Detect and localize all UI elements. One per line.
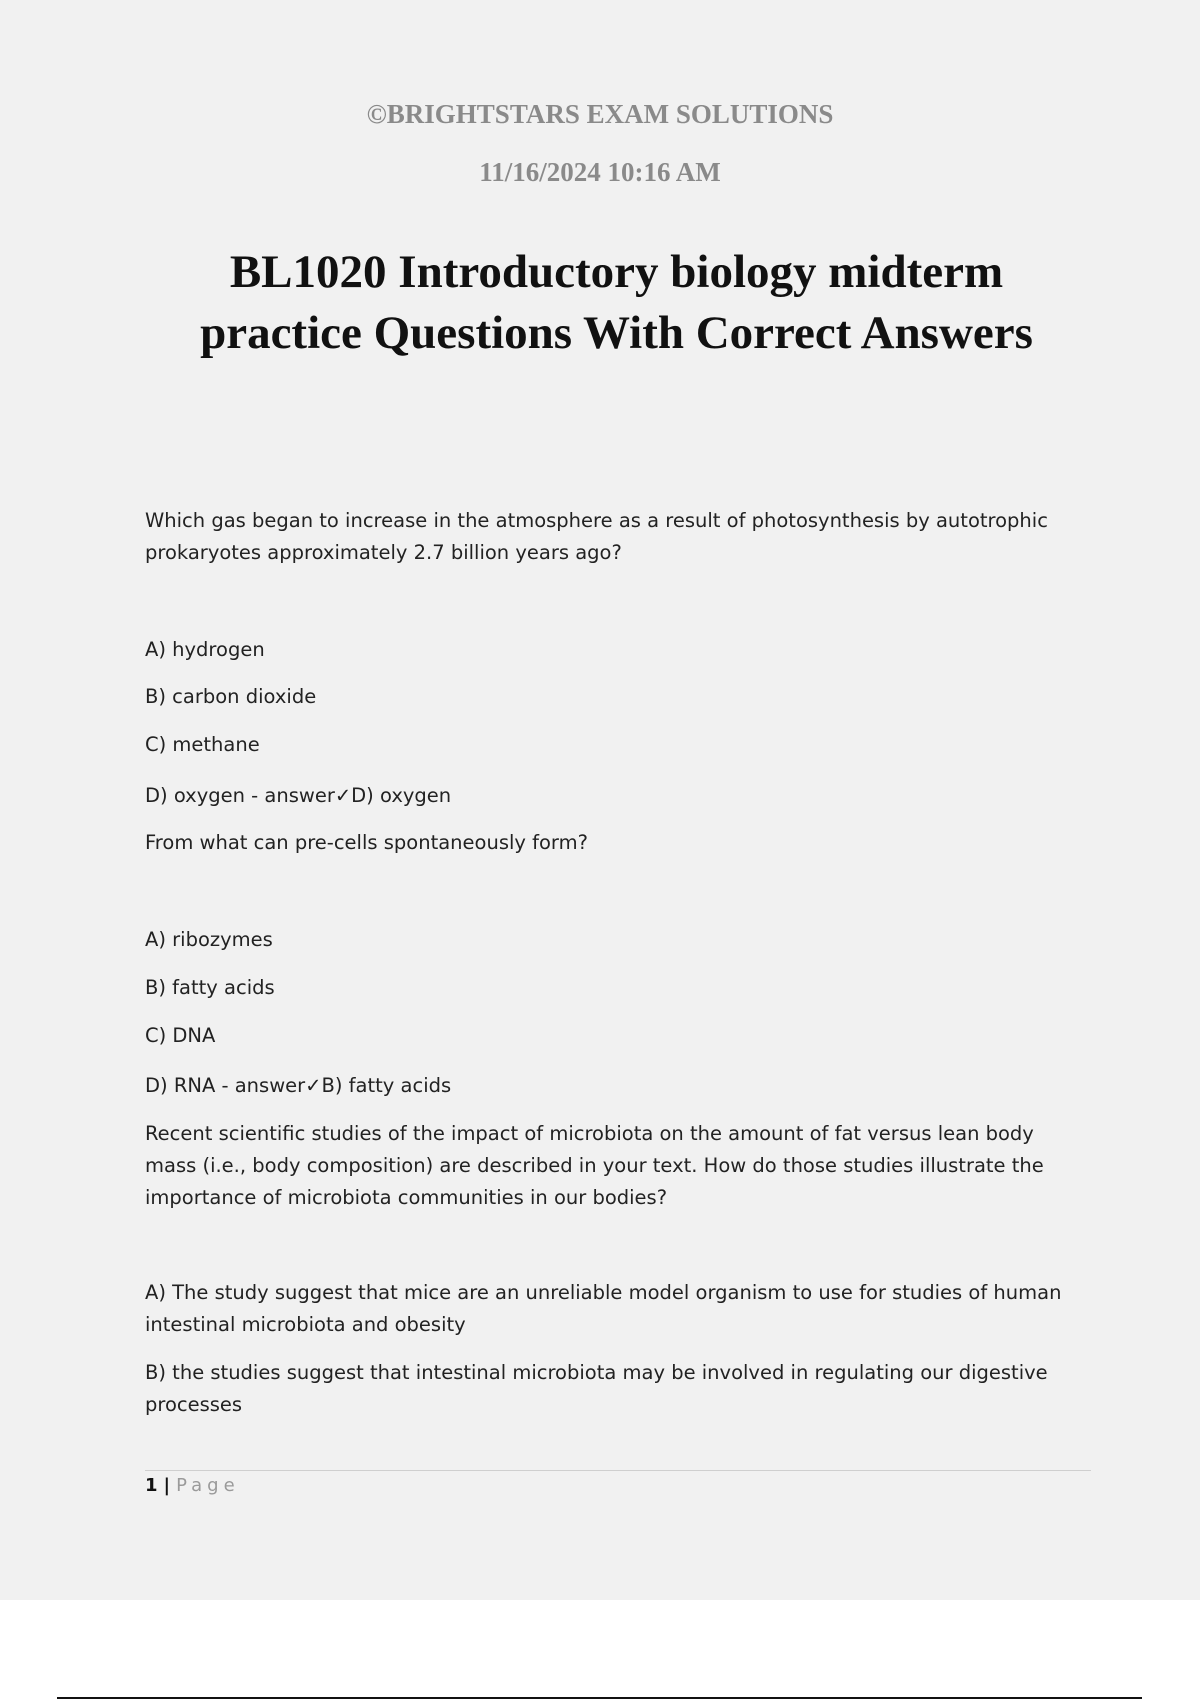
question-text: Which gas began to increase in the atmosphere as a result of photosynthesis by autotrophic prokaryotes approximately 2.7 billion years ago?: [145, 509, 1048, 564]
datetime-header: 11/16/2024 10:16 AM: [479, 157, 721, 187]
answer-option: A) The study suggest that mice are an unreliable model organism to use for studies of human intestinal microbiota and obesity: [145, 1281, 1062, 1336]
answer-option: A) hydrogen: [145, 638, 265, 661]
title-line-1: BL1020 Introductory biology midterm: [229, 246, 1004, 298]
document-title: [120, 242, 1113, 364]
answer-option: B) fatty acids: [145, 976, 275, 999]
page-footer: [145, 1473, 240, 1499]
question-list: [145, 505, 1065, 1421]
answer-option: B) carbon dioxide: [145, 685, 317, 708]
answer-option: D) oxygen - answer✓D) oxygen: [145, 784, 452, 807]
question-text: From what can pre-cells spontaneously form?: [145, 831, 588, 854]
page-number: 1: [145, 1475, 158, 1496]
answer-option: D) RNA - answer✓B) fatty acids: [145, 1074, 452, 1097]
answer-option: C) methane: [145, 733, 260, 756]
copyright-header: ©BRIGHTSTARS EXAM SOLUTIONS: [366, 99, 834, 129]
question-text: Recent scientific studies of the impact of microbiota on the amount of fat versus lean body mass (i.e., body composition) are described in your text. How do those studies illustrate the importance of microbiota communities in our bodies?: [145, 1122, 1044, 1209]
answer-option: B) the studies suggest that intestinal microbiota may be involved in regulating our digestive processes: [145, 1361, 1048, 1416]
footer-separator: |: [163, 1475, 171, 1496]
answer-option: A) ribozymes: [145, 928, 273, 951]
title-line-2: practice Questions With Correct Answers: [200, 307, 1033, 359]
bottom-divider: [57, 1697, 1142, 1699]
page-label: Page: [176, 1475, 240, 1496]
answer-option: C) DNA: [145, 1024, 216, 1047]
footer-divider: [145, 1470, 1091, 1471]
